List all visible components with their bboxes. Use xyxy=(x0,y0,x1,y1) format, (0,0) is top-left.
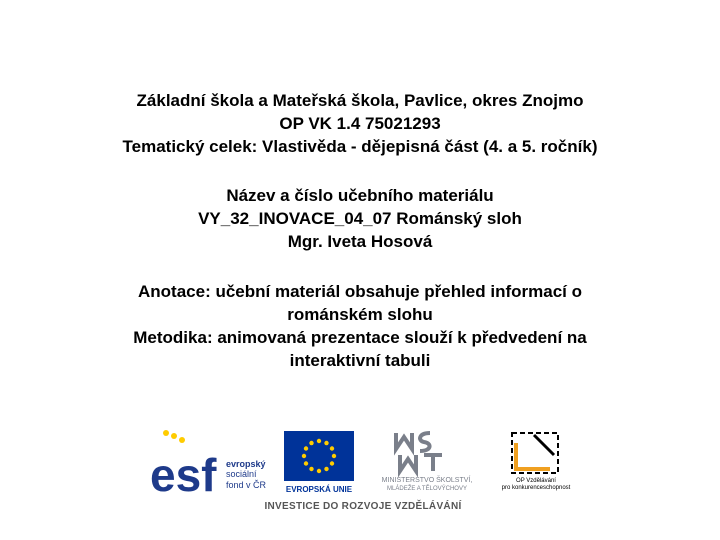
eu-star-icon xyxy=(317,439,321,443)
eu-star-icon xyxy=(324,467,328,471)
eu-star-icon xyxy=(317,469,321,473)
eu-star-icon xyxy=(324,441,328,445)
material-heading: Název a číslo učebního materiálu xyxy=(226,186,494,205)
svg-text:pro konkurenceschopnost: pro konkurenceschopnost xyxy=(501,485,571,491)
svg-text:OP Vzdělávání: OP Vzdělávání xyxy=(516,478,556,484)
author-name: Mgr. Iveta Hosová xyxy=(287,232,433,251)
svg-text:sociální: sociální xyxy=(226,469,257,479)
investment-slogan: INVESTICE DO ROZVOJE VZDĚLÁVÁNÍ xyxy=(264,501,462,512)
msmt-logo xyxy=(362,425,492,491)
methodology-line-2: interaktivní tabuli xyxy=(289,351,431,370)
svg-text:evropský: evropský xyxy=(226,459,266,469)
op-vzdelavani-logo xyxy=(494,425,578,491)
eu-star-icon xyxy=(309,467,313,471)
eu-star-icon xyxy=(304,461,308,465)
methodology-line-1: Metodika: animovaná prezentace slouží k předvedení na xyxy=(133,328,587,347)
thematic-unit: Tematický celek: Vlastivěda - dějepisná část (4. a 5. ročník) xyxy=(122,137,598,156)
esf-letters: esf xyxy=(150,449,217,493)
eu-star-icon xyxy=(309,441,313,445)
eu-flag-logo xyxy=(282,429,358,495)
material-info xyxy=(0,184,720,253)
eu-star-icon xyxy=(332,454,336,458)
svg-text:MINISTERSTVO ŠKOLSTVÍ,: MINISTERSTVO ŠKOLSTVÍ, xyxy=(381,477,473,484)
eu-star-icon xyxy=(330,446,334,450)
eu-star-icon xyxy=(302,454,306,458)
annotation-line-2: románském slohu xyxy=(287,305,433,324)
material-code: VY_32_INOVACE_04_07 Románský sloh xyxy=(198,209,522,228)
eu-label: EVROPSKÁ UNIE xyxy=(285,485,353,494)
esf-logo xyxy=(148,427,276,493)
annotation xyxy=(0,280,720,372)
project-code: OP VK 1.4 75021293 xyxy=(279,114,441,133)
logo-strip xyxy=(148,425,578,525)
svg-text:MLÁDEŽE A TĚLOVÝCHOVY: MLÁDEŽE A TĚLOVÝCHOVY xyxy=(387,486,467,491)
svg-text:fond v ČR: fond v ČR xyxy=(226,480,267,490)
eu-star-icon xyxy=(304,446,308,450)
eu-star-icon xyxy=(330,461,334,465)
school-name: Základní škola a Mateřská škola, Pavlice, okres Znojmo xyxy=(136,91,584,110)
school-header xyxy=(0,89,720,158)
annotation-line-1: Anotace: učební materiál obsahuje přehled informací o xyxy=(138,282,582,301)
